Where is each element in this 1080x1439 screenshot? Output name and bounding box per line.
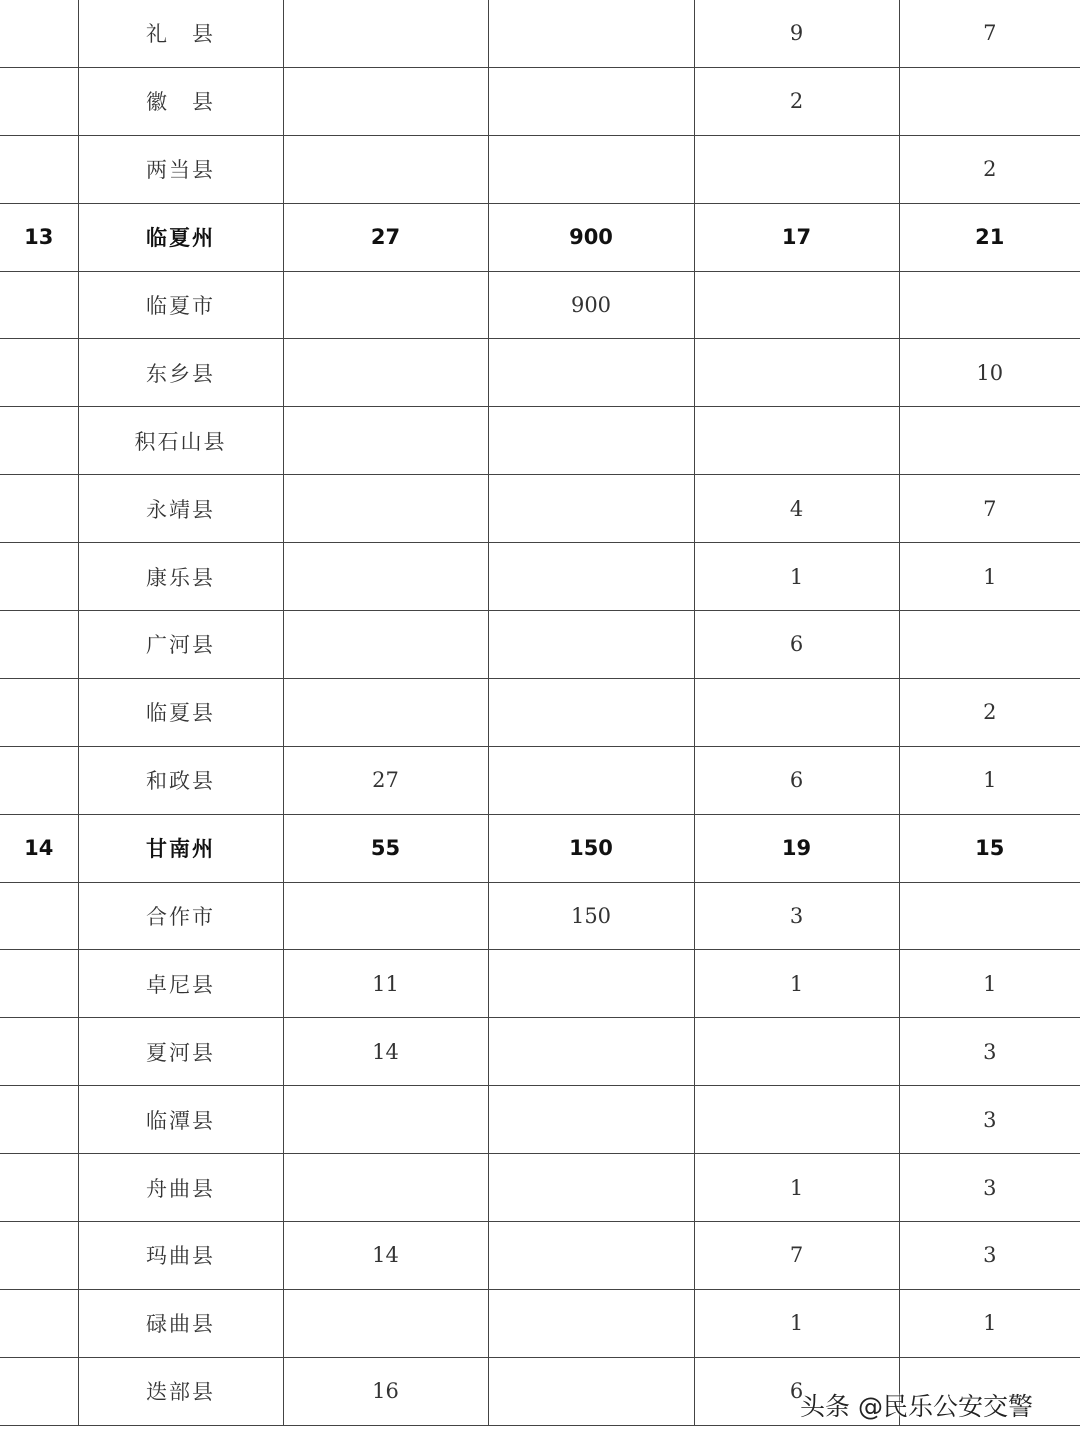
col-3-value: 17 [694, 203, 899, 271]
col-2-value: 900 [488, 203, 694, 271]
row-number [0, 1018, 78, 1086]
table-row [0, 543, 1080, 611]
col-3-value: 7 [694, 1222, 899, 1290]
table-row [0, 1018, 1080, 1086]
col-4-value: 3 [899, 1222, 1080, 1290]
col-1-value: 27 [283, 203, 488, 271]
col-2-value [488, 339, 694, 407]
row-number [0, 475, 78, 543]
col-4-value: 3 [899, 1154, 1080, 1222]
col-4-value [899, 271, 1080, 339]
table-row [0, 203, 1080, 271]
col-2-value [488, 1357, 694, 1425]
col-3-value [694, 407, 899, 475]
col-3-value: 1 [694, 1154, 899, 1222]
table-row [0, 475, 1080, 543]
table-row [0, 407, 1080, 475]
col-3-value [694, 339, 899, 407]
table-row [0, 1222, 1080, 1290]
table-row [0, 135, 1080, 203]
col-2-value [488, 611, 694, 679]
col-1-value [283, 475, 488, 543]
table-row [0, 271, 1080, 339]
col-2-value [488, 678, 694, 746]
col-3-value: 19 [694, 814, 899, 882]
table-row [0, 1154, 1080, 1222]
col-3-value [694, 1086, 899, 1154]
col-4-value: 7 [899, 475, 1080, 543]
region-name: 和政县 [78, 746, 283, 814]
col-4-value: 1 [899, 1289, 1080, 1357]
col-4-value: 7 [899, 0, 1080, 67]
row-number [0, 543, 78, 611]
region-name: 玛曲县 [78, 1222, 283, 1290]
col-1-value [283, 1289, 488, 1357]
col-2-value [488, 1222, 694, 1290]
row-number [0, 1222, 78, 1290]
region-name: 积石山县 [78, 407, 283, 475]
row-number [0, 1289, 78, 1357]
col-3-value [694, 271, 899, 339]
row-number [0, 339, 78, 407]
region-name: 夏河县 [78, 1018, 283, 1086]
col-2-value [488, 543, 694, 611]
col-4-value: 1 [899, 950, 1080, 1018]
col-3-value: 6 [694, 1357, 899, 1425]
col-4-value [899, 611, 1080, 679]
col-1-value: 16 [283, 1357, 488, 1425]
col-1-value [283, 611, 488, 679]
col-2-value [488, 950, 694, 1018]
col-1-value: 14 [283, 1018, 488, 1086]
col-1-value [283, 678, 488, 746]
col-2-value: 150 [488, 882, 694, 950]
row-number [0, 1154, 78, 1222]
col-4-value [899, 407, 1080, 475]
table-row [0, 814, 1080, 882]
row-number [0, 67, 78, 135]
col-1-value: 27 [283, 746, 488, 814]
table-row [0, 611, 1080, 679]
col-1-value [283, 0, 488, 67]
table-row [0, 1289, 1080, 1357]
row-number [0, 1357, 78, 1425]
row-number [0, 746, 78, 814]
row-number: 14 [0, 814, 78, 882]
col-2-value [488, 1154, 694, 1222]
col-3-value: 9 [694, 0, 899, 67]
col-3-value: 4 [694, 475, 899, 543]
region-name: 舟曲县 [78, 1154, 283, 1222]
region-name: 临夏市 [78, 271, 283, 339]
col-4-value: 1 [899, 746, 1080, 814]
col-3-value: 3 [694, 882, 899, 950]
col-2-value [488, 746, 694, 814]
table-row [0, 339, 1080, 407]
col-3-value [694, 135, 899, 203]
table-row [0, 746, 1080, 814]
region-name: 东乡县 [78, 339, 283, 407]
col-3-value [694, 678, 899, 746]
col-2-value [488, 135, 694, 203]
col-3-value: 6 [694, 746, 899, 814]
region-name: 徽 县 [78, 67, 283, 135]
watermark: 头条 @民乐公安交警 [800, 1392, 1033, 1421]
col-4-value: 1 [899, 543, 1080, 611]
col-2-value [488, 1086, 694, 1154]
row-number [0, 1086, 78, 1154]
col-3-value: 1 [694, 543, 899, 611]
col-1-value [283, 543, 488, 611]
col-4-value: 3 [899, 1086, 1080, 1154]
region-name: 两当县 [78, 135, 283, 203]
row-number: 13 [0, 203, 78, 271]
col-1-value [283, 67, 488, 135]
table-row [0, 0, 1080, 67]
row-number [0, 407, 78, 475]
col-3-value: 1 [694, 950, 899, 1018]
col-2-value [488, 67, 694, 135]
col-1-value [283, 271, 488, 339]
table-row [0, 882, 1080, 950]
col-4-value [899, 882, 1080, 950]
col-2-value: 150 [488, 814, 694, 882]
region-name: 甘南州 [78, 814, 283, 882]
table-row [0, 950, 1080, 1018]
row-number [0, 611, 78, 679]
region-name: 碌曲县 [78, 1289, 283, 1357]
col-4-value: 3 [899, 1018, 1080, 1086]
col-1-value [283, 407, 488, 475]
col-2-value [488, 475, 694, 543]
col-3-value: 6 [694, 611, 899, 679]
region-name: 合作市 [78, 882, 283, 950]
region-name: 临夏州 [78, 203, 283, 271]
col-4-value: 10 [899, 339, 1080, 407]
col-2-value [488, 1018, 694, 1086]
col-1-value: 11 [283, 950, 488, 1018]
region-name: 迭部县 [78, 1357, 283, 1425]
col-4-value: 15 [899, 814, 1080, 882]
col-3-value: 1 [694, 1289, 899, 1357]
row-number [0, 135, 78, 203]
col-2-value [488, 1289, 694, 1357]
table-row [0, 67, 1080, 135]
region-name: 永靖县 [78, 475, 283, 543]
col-1-value: 14 [283, 1222, 488, 1290]
region-name: 广河县 [78, 611, 283, 679]
region-name: 礼 县 [78, 0, 283, 67]
col-4-value: 21 [899, 203, 1080, 271]
region-name: 临夏县 [78, 678, 283, 746]
region-name: 临潭县 [78, 1086, 283, 1154]
col-2-value: 900 [488, 271, 694, 339]
col-2-value [488, 0, 694, 67]
col-3-value: 2 [694, 67, 899, 135]
col-1-value [283, 882, 488, 950]
row-number [0, 0, 78, 67]
col-1-value [283, 1086, 488, 1154]
row-number [0, 950, 78, 1018]
row-number [0, 882, 78, 950]
col-1-value [283, 339, 488, 407]
col-4-value: 2 [899, 678, 1080, 746]
region-name: 卓尼县 [78, 950, 283, 1018]
row-number [0, 271, 78, 339]
col-3-value [694, 1018, 899, 1086]
row-number [0, 678, 78, 746]
region-name: 康乐县 [78, 543, 283, 611]
col-4-value: 2 [899, 135, 1080, 203]
table-row [0, 678, 1080, 746]
col-2-value [488, 407, 694, 475]
col-1-value [283, 135, 488, 203]
table-row [0, 1086, 1080, 1154]
col-1-value: 55 [283, 814, 488, 882]
col-1-value [283, 1154, 488, 1222]
col-4-value [899, 67, 1080, 135]
